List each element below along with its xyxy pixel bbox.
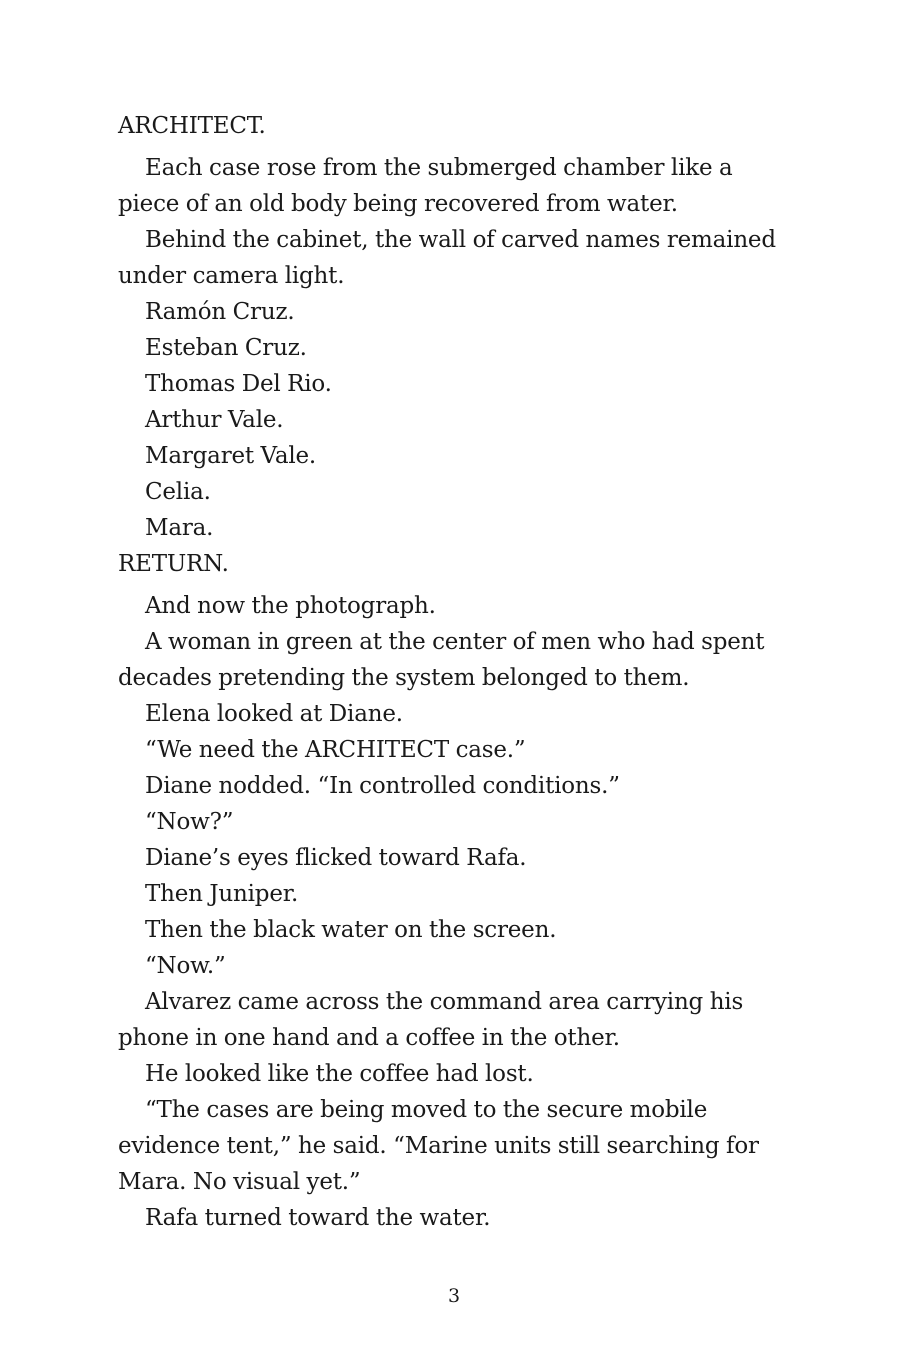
carved-name: Arthur Vale. (145, 407, 284, 433)
paragraph: Elena looked at Diane. (145, 701, 403, 727)
paragraph: Alvarez came across the command area carrying his phone in one hand and a coffee in the other. (118, 989, 744, 1051)
paragraph: Rafa turned toward the water. (145, 1205, 491, 1231)
page-number: 3 (447, 1285, 461, 1307)
document-page (118, 108, 798, 1236)
carved-name: Ramón Cruz. (145, 299, 295, 325)
dialogue-line: Diane nodded. “In controlled conditions.” (145, 773, 620, 799)
paragraph: Then Juniper. (145, 881, 299, 907)
dialogue-line: “Now.” (145, 953, 226, 979)
section-heading-architect: ARCHITECT. (118, 113, 266, 139)
carved-name: Margaret Vale. (145, 443, 317, 469)
carved-name: Mara. (145, 515, 214, 541)
paragraph: Diane’s eyes flicked toward Rafa. (145, 845, 527, 871)
dialogue-line: “We need the ARCHITECT case.” (145, 737, 526, 763)
paragraph: And now the photograph. (145, 593, 436, 619)
carved-name: Thomas Del Rio. (145, 371, 332, 397)
paragraph: Then the black water on the screen. (145, 917, 557, 943)
dialogue-line: “Now?” (145, 809, 234, 835)
paragraph: He looked like the coffee had lost. (145, 1061, 534, 1087)
carved-name: Esteban Cruz. (145, 335, 307, 361)
paragraph: A woman in green at the center of men who had spent decades pretending the system belonged to them. (118, 629, 765, 691)
section-heading-return: RETURN. (118, 551, 229, 577)
carved-name: Celia. (145, 479, 211, 505)
dialogue-line: “The cases are being moved to the secure mobile evidence tent,” he said. “Marine units still searching for Mara. No visual yet.” (118, 1097, 759, 1195)
paragraph: Each case rose from the submerged chamber like a piece of an old body being recovered from water. (118, 155, 733, 217)
paragraph: Behind the cabinet, the wall of carved names remained under camera light. (118, 227, 776, 289)
